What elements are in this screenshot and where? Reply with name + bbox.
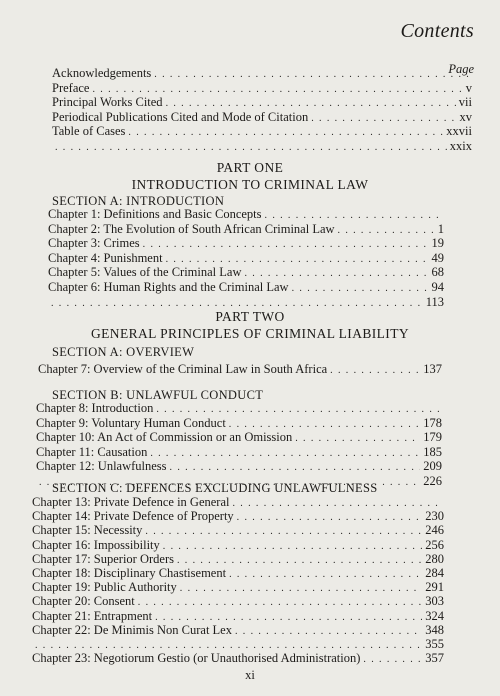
toc-entry-page: 19 (431, 236, 444, 251)
toc-entry-label: Chapter 8: Introduction (36, 401, 154, 415)
toc-entry-label: Chapter 6: Human Rights and the Criminal Law (48, 280, 289, 294)
toc-entry-page: 230 (425, 509, 444, 524)
toc-entry-label: Chapter 21: Entrapment (32, 608, 153, 623)
toc-entry-label: Chapter 5: Values of the Criminal Law (48, 265, 242, 280)
toc-entry-page: 185 (423, 444, 442, 459)
toc-entry-page: 357 (425, 651, 444, 666)
toc-entry (36, 459, 442, 475)
part-two-subheading: GENERAL PRINCIPLES OF CRIMINAL LIABILITY (91, 326, 409, 341)
toc-entry-label: Acknowledgements (52, 66, 152, 80)
page-title: Contents (400, 20, 474, 42)
toc-entry (36, 401, 442, 417)
toc-entry-label: Chapter 19: Public Authority (32, 580, 177, 595)
toc-entry-page: 284 (425, 566, 444, 580)
dot-leader (55, 141, 447, 155)
toc-entry (48, 280, 444, 296)
dot-leader (330, 364, 420, 378)
toc-entry-page: v (465, 80, 472, 95)
toc-entry-page: 113 (425, 294, 444, 309)
toc-entry-label: Chapter 2: The Evolution of South African Criminal Law (48, 221, 335, 236)
dot-leader (363, 653, 422, 667)
toc-entry-page: xxvii (446, 124, 472, 139)
toc-entry-label: Chapter 9: Voluntary Human Conduct (36, 415, 226, 430)
toc-entry-label: Periodical Publications Cited and Mode of Citation (52, 109, 309, 124)
toc-entry (52, 139, 472, 155)
part-two-section-b: SECTION B: UNLAWFUL CONDUCT (52, 388, 264, 402)
toc-entry-page: 137 (423, 362, 442, 376)
toc-entry-label: Chapter 7: Overview of the Criminal Law in South Africa (38, 362, 328, 376)
toc-entry-label: Chapter 15: Necessity (32, 523, 143, 538)
part-one-heading: PART ONE (216, 160, 284, 175)
toc-entry-label: Chapter 20: Consent (32, 594, 135, 609)
toc-entry-label: Chapter 13: Private Defence in General (32, 495, 230, 509)
toc-entry (36, 445, 442, 461)
toc-entry-label: Chapter 16: Impossibility (32, 537, 160, 552)
toc-entry-label: Chapter 3: Crimes (48, 236, 140, 251)
part-one-subheading: INTRODUCTION TO CRIMINAL LAW (131, 177, 369, 192)
toc-entry-label: Chapter 23: Negotiorum Gestio (or Unauthorised Administration) (32, 651, 361, 666)
toc-entry-label: Chapter 18: Disciplinary Chastisement (32, 566, 227, 580)
toc-entry-page: 68 (431, 265, 444, 280)
toc-entry-page: 303 (425, 594, 444, 609)
page-number: xi (245, 668, 255, 682)
toc-entry-page: 291 (425, 580, 444, 595)
toc-entry (52, 95, 472, 111)
toc-entry-page: 246 (425, 523, 444, 538)
part-two-heading: PART TWO (215, 309, 285, 324)
toc-entry-page: 94 (431, 280, 444, 294)
toc-entry-label: Principal Works Cited (52, 95, 163, 110)
toc-entry-page: 324 (425, 608, 444, 623)
toc-entry-label: Chapter 22: De Minimis Non Curat Lex (32, 622, 232, 637)
toc-entry-label: Chapter 1: Definitions and Basic Concepts (48, 207, 262, 221)
part-two-section-c: SECTION C: DEFENCES EXCLUDING UNLAWFULNESS (52, 481, 378, 495)
toc-entry-page: xv (459, 109, 472, 124)
toc-entry-label: Chapter 14: Private Defence of Property (32, 509, 234, 524)
toc-entry-label: Chapter 12: Unlawfulness (36, 459, 167, 474)
toc-entry (38, 362, 442, 378)
toc-entry (52, 124, 472, 140)
toc-entry-page: 348 (425, 622, 444, 637)
toc-entry-label: Chapter 4: Punishment (48, 250, 163, 265)
toc-entry-label: Chapter 17: Superior Orders (32, 551, 174, 566)
toc-entry (52, 66, 472, 82)
toc-entry (48, 236, 444, 252)
toc-entry (32, 651, 444, 667)
toc-entry-page: 1 (437, 221, 444, 236)
toc-entry-page: 179 (423, 430, 442, 445)
toc-entry-label: Preface (52, 80, 90, 95)
toc-entry (36, 416, 442, 432)
toc-entry (52, 110, 472, 126)
toc-entry-label: Table of Cases (52, 124, 126, 139)
toc-entry-page: 49 (431, 250, 444, 265)
toc-entry-label: Chapter 11: Causation (36, 444, 148, 459)
toc-entry (48, 251, 444, 267)
toc-entry (48, 265, 444, 281)
toc-entry-page: 226 (423, 474, 442, 488)
toc-entry-page: 178 (423, 415, 442, 430)
toc-entry-page: vii (458, 95, 472, 110)
toc-entry (36, 430, 442, 446)
toc-entry-label: Chapter 10: An Act of Commission or an Omission (36, 430, 293, 445)
toc-entry-page: xxix (449, 139, 472, 153)
toc-entry-page: 209 (423, 459, 442, 474)
toc-entry-page: 256 (425, 537, 444, 552)
toc-entry (48, 222, 444, 238)
toc-entry (48, 207, 444, 223)
toc-entry-page: 355 (425, 637, 444, 651)
toc-entry-page: 280 (425, 551, 444, 566)
page-column-header: Page (448, 62, 474, 76)
part-one-section-a: SECTION A: INTRODUCTION (52, 194, 225, 208)
toc-entry (52, 81, 472, 97)
part-two-section-a: SECTION A: OVERVIEW (52, 345, 195, 359)
